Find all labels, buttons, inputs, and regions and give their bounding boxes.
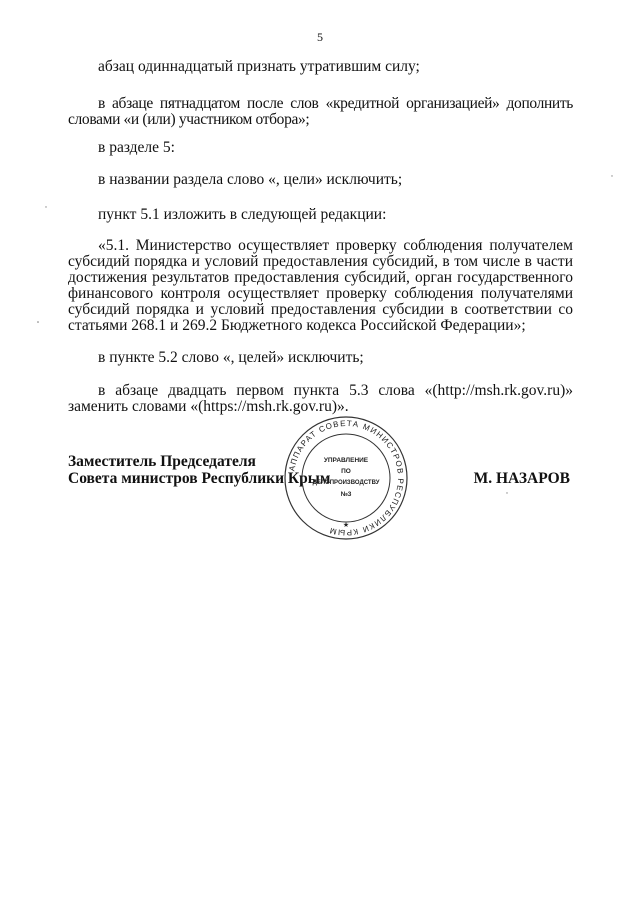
stamp-star: ★ xyxy=(342,522,350,529)
stamp-line1: УПРАВЛЕНИЕ xyxy=(323,457,369,464)
stamp-line2: ПО xyxy=(341,468,351,475)
paragraph-1: абзац одиннадцатый признать утратившим силу; xyxy=(98,58,420,75)
paragraph-5: пункт 5.1 изложить в следующей редакции: xyxy=(98,206,387,223)
signatory-position-line1: Заместитель Председателя xyxy=(68,453,256,470)
paragraph-4: в названии раздела слово «, цели» исключить; xyxy=(98,171,403,188)
paragraph-7: в пункте 5.2 слово «, целей» исключить; xyxy=(98,349,364,366)
stamp-line3: ДЕЛОПРОИЗВОДСТВУ xyxy=(312,480,380,486)
official-stamp xyxy=(282,414,410,542)
paragraph-2: в абзаце пятнадцатом после слов «кредитной организацией» дополнить словами «и (или) участником отбора»; xyxy=(68,95,573,128)
signatory-name: М. НАЗАРОВ xyxy=(473,470,570,487)
stamp-line4: №3 xyxy=(340,491,352,498)
stamp-outer-text: АППАРАТ СОВЕТА МИНИСТРОВ РЕСПУБЛИКИ КРЫМ xyxy=(287,418,406,538)
signatory-position-line2: Совета министров Республики Крым xyxy=(68,470,331,487)
paragraph-6: «5.1. Министерство осуществляет проверку соблюдения получателем субсидий порядка и условий предоставления субсидий, в том числе в части достижения результатов предоставления субсидий, орган государственного финансового контроля осуществляет проверку соблюдения получателями субсидий порядка и условий предоставления субсидии в соответствии со статьями 268.1 и 269.2 Бюджетного кодекса Российской Федерации»; xyxy=(68,237,573,334)
page-number: 5 xyxy=(317,30,323,44)
paragraph-8: в абзаце двадцать первом пункта 5.3 слова «(http://msh.rk.gov.ru)» заменить словами «(https://msh.rk.gov.ru)». xyxy=(68,382,573,415)
paragraph-3: в разделе 5: xyxy=(98,139,175,156)
